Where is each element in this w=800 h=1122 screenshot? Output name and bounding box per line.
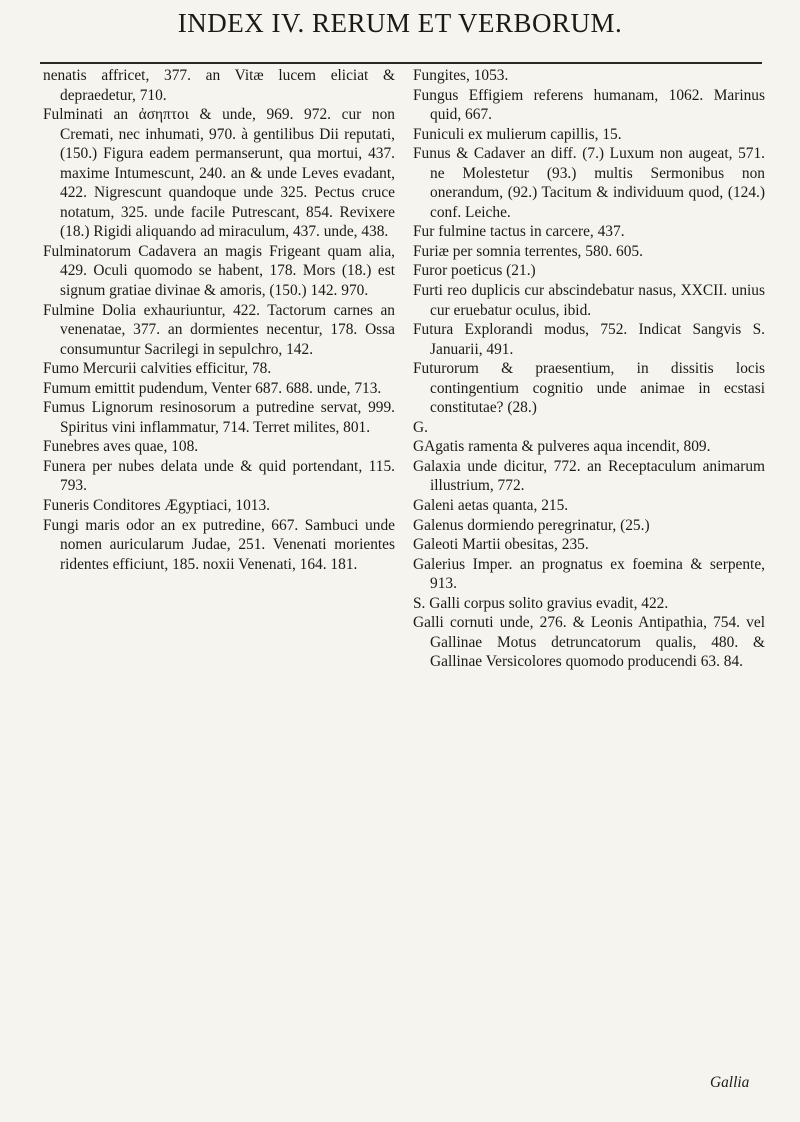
index-entry: Fumo Mercurii calvities efficitur, 78.	[43, 360, 272, 378]
left-column	[43, 66, 395, 574]
index-entry: Fulminatorum Cadavera an magis Frigeant quam alia, 429. Oculi quomodo se habent, 178. Mors (18.) est signum gratiae divinae & amoris, (150.) 142. 970.	[43, 242, 395, 300]
index-entry: Fungi maris odor an ex putredine, 667. Sambuci unde nomen auricularum Judae, 251. Venenati morientes ridentes efficiunt, 185. noxii Venenati, 164. 181.	[43, 516, 395, 573]
index-entry: Futura Explorandi modus, 752. Indicat Sangvis S. Januarii, 491.	[413, 321, 765, 358]
index-entry: Funebres aves quae, 108.	[43, 438, 199, 456]
header-rule	[40, 62, 762, 64]
right-column	[413, 66, 765, 672]
index-entry: G.	[413, 418, 428, 436]
index-entry: Galaxia unde dicitur, 772. an Receptaculum animarum illustrium, 772.	[413, 457, 765, 495]
index-entry: Furiæ per somnia terrentes, 580. 605.	[413, 242, 643, 260]
index-entry: Funiculi ex mulierum capillis, 15.	[413, 125, 622, 143]
index-entry: Futurorum & praesentium, in dissitis locis contingentium cognitio unde animae in ecstasi constitutae? (28.)	[413, 360, 765, 417]
index-entry: Galeoti Martii obesitas, 235.	[413, 536, 589, 554]
index-entry: Furti reo duplicis cur abscindebatur nasus, XXCII. unius cur eruebatur oculus, ibid.	[413, 282, 765, 319]
index-entry: Funeris Conditores Ægyptiaci, 1013.	[43, 497, 270, 515]
index-entry: Galli cornuti unde, 276. & Leonis Antipathia, 754. vel Gallinae Motus detruncatorum qualis, 480. & Gallinae Versicolores quomodo producendi 63. 84.	[413, 614, 765, 671]
index-entry: S. Galli corpus solito gravius evadit, 422.	[413, 594, 669, 612]
index-entry: Fungus Effigiem referens humanam, 1062. Marinus quid, 667.	[413, 86, 765, 124]
index-entry: Fulmine Dolia exhauriuntur, 422. Tactorum carnes an venenatae, 377. an dormientes necentur, 178. Ossa consumuntur Sacrilegi in sepulchro, 142.	[43, 301, 395, 358]
index-entry: Galenus dormiendo peregrinatur, (25.)	[413, 516, 650, 534]
index-entry: Fulminati an ἀσηπτοι & unde, 969. 972. cur non Cremati, nec inhumati, 970. à gentilibus Dii reputati, (150.) Figura eadem permanserunt, qua mortui, 437. maxime Intumescunt, 240. an & unde Leves evadant, 422. Nigrescunt quandoque unde 325. Pectus cruce notatum, 325. unde facile Putrescant, 854. Revixere (18.) Rigidi aliquando ad miraculum, 437. unde, 438.	[43, 106, 395, 241]
index-entry: Galerius Imper. an prognatus ex foemina & serpente, 913.	[413, 555, 765, 593]
index-entry: Fur fulmine tactus in carcere, 437.	[413, 223, 625, 241]
index-entry: Funus & Cadaver an diff. (7.) Luxum non augeat, 571. ne Molestetur (93.) multis Sermonibus non onerandum, (92.) Tacitum & individuum quod, (124.) conf. Leiche.	[413, 145, 765, 221]
index-entry: Fumum emittit pudendum, Venter 687. 688. unde, 713.	[43, 379, 382, 397]
index-entry: Fumus Lignorum resinosorum a putredine servat, 999. Spiritus vini inflammatur, 714. Terret milites, 801.	[43, 399, 395, 436]
index-entry: Furor poeticus (21.)	[413, 262, 536, 280]
running-header: INDEX IV. RERUM ET VERBORUM.	[177, 8, 623, 38]
catchword: Gallia	[710, 1074, 750, 1091]
index-entry: GAgatis ramenta & pulveres aqua incendit, 809.	[413, 438, 711, 456]
index-entry: Galeni aetas quanta, 215.	[413, 497, 569, 515]
index-entry: Funera per nubes delata unde & quid portendant, 115. 793.	[43, 457, 395, 495]
index-entry: Fungites, 1053.	[413, 67, 509, 84]
index-entry: nenatis affricet, 377. an Vitæ lucem eliciat & depraedetur, 710.	[43, 67, 395, 104]
